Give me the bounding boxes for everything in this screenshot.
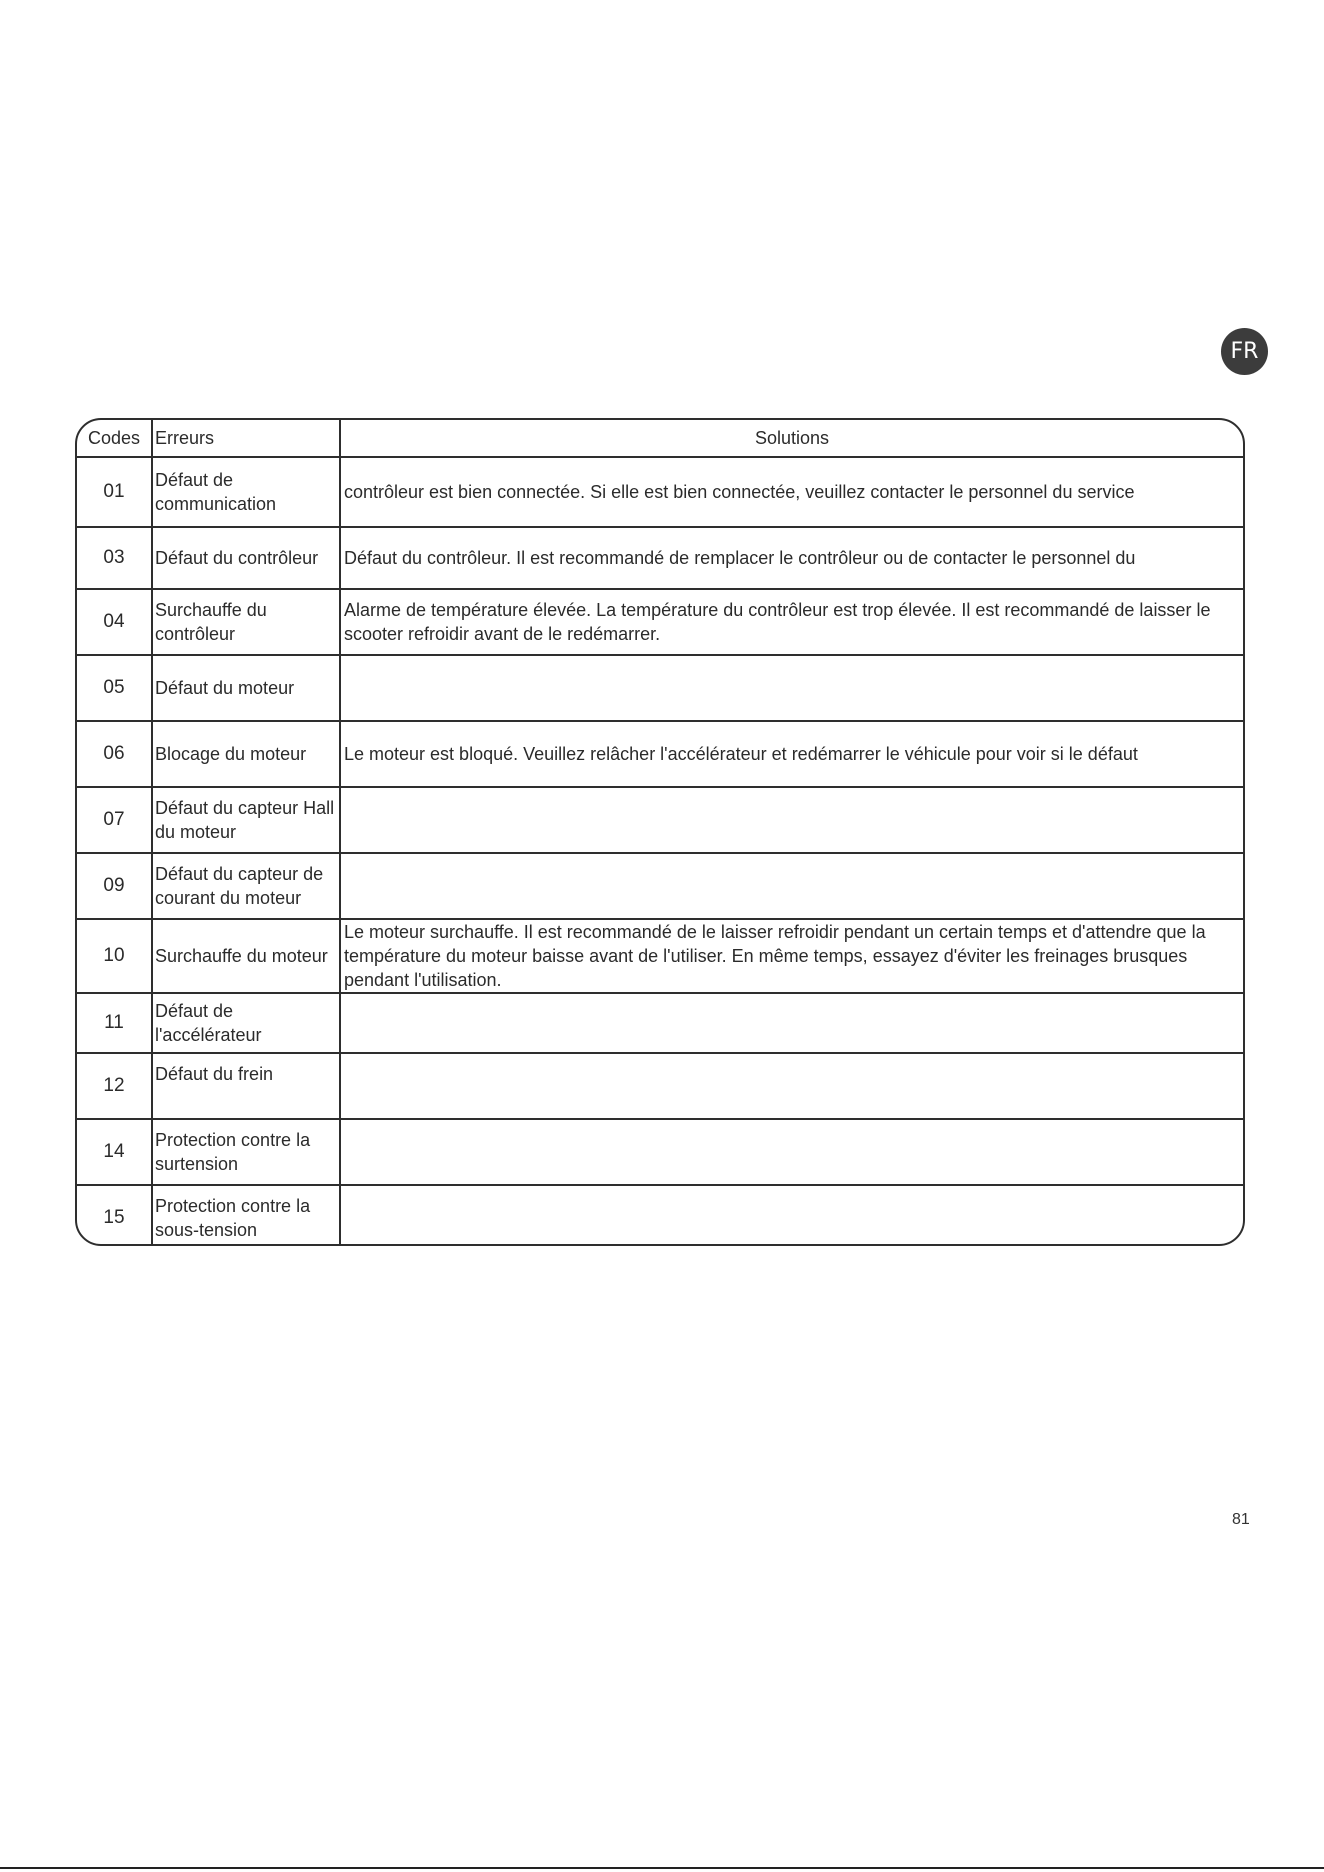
error-code: 14 [77, 1119, 152, 1185]
error-solution [340, 787, 1243, 853]
table-row [77, 787, 1243, 853]
table-row [77, 1185, 1243, 1246]
error-name: Surchauffe du moteur [152, 919, 340, 993]
table-header-row [77, 420, 1243, 457]
error-code: 05 [77, 655, 152, 721]
error-solution: Défaut du contrôleur. Il est recommandé de remplacer le contrôleur ou de contacter le personnel du [340, 527, 1243, 589]
error-code: 12 [77, 1053, 152, 1119]
error-code: 07 [77, 787, 152, 853]
error-code: 03 [77, 527, 152, 589]
error-solution [340, 1185, 1243, 1246]
error-name: Défaut de communication [152, 457, 340, 527]
error-name: Protection contre la sous-tension [152, 1185, 340, 1246]
page-number: 81 [1232, 1511, 1250, 1528]
header-errors: Erreurs [152, 420, 340, 457]
table-row [77, 721, 1243, 787]
table-row [77, 853, 1243, 919]
error-solution: contrôleur est bien connectée. Si elle est bien connectée, veuillez contacter le personnel du service [340, 457, 1243, 527]
error-solution: Alarme de température élevée. La température du contrôleur est trop élevée. Il est recommandé de laisser le scooter refroidir avant de le redémarrer. [340, 589, 1243, 655]
error-name: Défaut du capteur Hall du moteur [152, 787, 340, 853]
error-code: 09 [77, 853, 152, 919]
table-row [77, 457, 1243, 527]
error-solution [340, 853, 1243, 919]
error-name: Défaut du moteur [152, 655, 340, 721]
error-code: 10 [77, 919, 152, 993]
error-name: Protection contre la surtension [152, 1119, 340, 1185]
error-solution [340, 1053, 1243, 1119]
table-row [77, 527, 1243, 589]
table-row [77, 1053, 1243, 1119]
error-solution [340, 1119, 1243, 1185]
bottom-divider [0, 1867, 1324, 1869]
error-code: 06 [77, 721, 152, 787]
error-name: Défaut du contrôleur [152, 527, 340, 589]
language-badge: FR [1221, 328, 1268, 375]
error-name: Surchauffe du contrôleur [152, 589, 340, 655]
table-row [77, 1119, 1243, 1185]
error-name: Blocage du moteur [152, 721, 340, 787]
error-code: 15 [77, 1185, 152, 1246]
table-row [77, 919, 1243, 993]
error-name: Défaut du frein [152, 1053, 340, 1119]
header-codes: Codes [87, 428, 141, 448]
error-name: Défaut de l'accélérateur [152, 993, 340, 1053]
table-row [77, 655, 1243, 721]
error-solution: Le moteur surchauffe. Il est recommandé de le laisser refroidir pendant un certain temps et d'attendre que la température du moteur baisse avant de l'utiliser. En même temps, essayez d'éviter les freinages brusques pendant l'utilisation. [340, 919, 1243, 993]
error-code: 04 [77, 589, 152, 655]
error-code: 11 [77, 993, 152, 1053]
error-solution: Le moteur est bloqué. Veuillez relâcher l'accélérateur et redémarrer le véhicule pour voir si le défaut [340, 721, 1243, 787]
error-name: Défaut du capteur de courant du moteur [152, 853, 340, 919]
error-code: 01 [77, 457, 152, 527]
error-solution [340, 655, 1243, 721]
error-codes-table [75, 418, 1245, 1246]
error-solution [340, 993, 1243, 1053]
header-solutions: Solutions [340, 420, 1243, 457]
table-row [77, 589, 1243, 655]
table-row [77, 993, 1243, 1053]
